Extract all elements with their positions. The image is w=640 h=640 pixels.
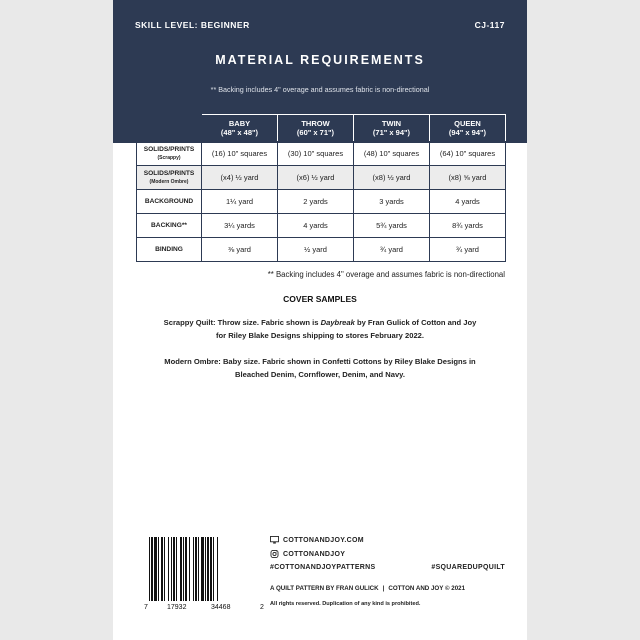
table-cell: (x8) ⅝ yard xyxy=(430,166,506,190)
table-row xyxy=(137,142,506,166)
barcode-digit: 7 xyxy=(144,604,148,611)
table-cell: 3¼ yards xyxy=(202,214,278,238)
row-label: SOLIDS/PRINTS (Scrappy) xyxy=(137,142,202,166)
table-cell: ½ yard xyxy=(278,238,354,262)
row-label: BACKING** xyxy=(137,214,202,238)
table-cell: ⅜ yard xyxy=(202,238,278,262)
hashtag-squaredup: #SQUAREDUPQUILT xyxy=(431,564,505,571)
row-label: BACKGROUND xyxy=(137,190,202,214)
column-twin: TWIN (71" x 94") xyxy=(354,115,430,142)
table-cell: (64) 10" squares xyxy=(430,142,506,166)
skill-level: SKILL LEVEL: BEGINNER xyxy=(135,20,250,30)
table-cell: (x4) ½ yard xyxy=(202,166,278,190)
table-cell: ¾ yard xyxy=(354,238,430,262)
instagram-icon xyxy=(270,550,279,558)
table-cell: 5¾ yards xyxy=(354,214,430,238)
pattern-code: CJ-117 xyxy=(474,20,505,30)
instagram-link[interactable]: COTTONANDJOY xyxy=(270,550,345,558)
table-cell: 2 yards xyxy=(278,190,354,214)
monitor-icon xyxy=(270,536,279,544)
backing-note-bottom: ** Backing includes 4" overage and assumes fabric is non-directional xyxy=(267,270,505,279)
table-row xyxy=(137,190,506,214)
pattern-credit: A QUILT PATTERN BY FRAN GULICK | COTTON AND JOY © 2021 xyxy=(270,585,466,592)
table-row xyxy=(137,214,506,238)
table-row xyxy=(137,238,506,262)
backing-note-top: ** Backing includes 4" overage and assumes fabric is non-directional xyxy=(210,85,430,94)
table-row xyxy=(137,166,506,190)
table-cell: (16) 10" squares xyxy=(202,142,278,166)
table-cell: (x8) ½ yard xyxy=(354,166,430,190)
table-cell: 4 yards xyxy=(430,190,506,214)
table-cell: (48) 10" squares xyxy=(354,142,430,166)
barcode-digit: 17932 xyxy=(167,604,187,611)
material-requirements-table xyxy=(136,114,506,262)
table-corner xyxy=(137,115,202,142)
scrappy-quilt-description: Scrappy Quilt: Throw size. Fabric shown is Daybreak by Fran Gulick of Cotton and Joy for Riley Blake Designs shipping to stores February 2022. xyxy=(163,318,477,340)
barcode-digit: 34468 xyxy=(211,604,231,611)
table-cell: ¾ yard xyxy=(430,238,506,262)
column-queen: QUEEN (94" x 94") xyxy=(430,115,506,142)
column-throw: THROW (60" x 71") xyxy=(278,115,354,142)
website-link[interactable]: COTTONANDJOY.COM xyxy=(270,536,364,544)
page-title: MATERIAL REQUIREMENTS xyxy=(215,53,425,67)
row-label: SOLIDS/PRINTS (Modern Ombre) xyxy=(137,166,202,190)
hashtag-cottonandjoy: #COTTONANDJOYPATTERNS xyxy=(270,564,376,571)
modern-ombre-description: Modern Ombre: Baby size. Fabric shown in Confetti Cottons by Riley Blake Designs in Bleached Denim, Cornflower, Denim, and Navy. xyxy=(164,357,476,379)
table-cell: 8¾ yards xyxy=(430,214,506,238)
pattern-back-cover xyxy=(113,0,527,640)
table-cell: 4 yards xyxy=(278,214,354,238)
rights-notice: All rights reserved. Duplication of any kind is prohibited. xyxy=(270,601,421,607)
table-cell: (30) 10" squares xyxy=(278,142,354,166)
barcode xyxy=(143,537,267,611)
cover-samples-heading: COVER SAMPLES xyxy=(283,294,357,304)
barcode-digit: 2 xyxy=(260,604,264,611)
table-cell: 3 yards xyxy=(354,190,430,214)
table-cell: 1¼ yard xyxy=(202,190,278,214)
table-cell: (x6) ½ yard xyxy=(278,166,354,190)
row-label: BINDING xyxy=(137,238,202,262)
column-baby: BABY (48" x 48") xyxy=(202,115,278,142)
table-header-row xyxy=(137,115,506,142)
